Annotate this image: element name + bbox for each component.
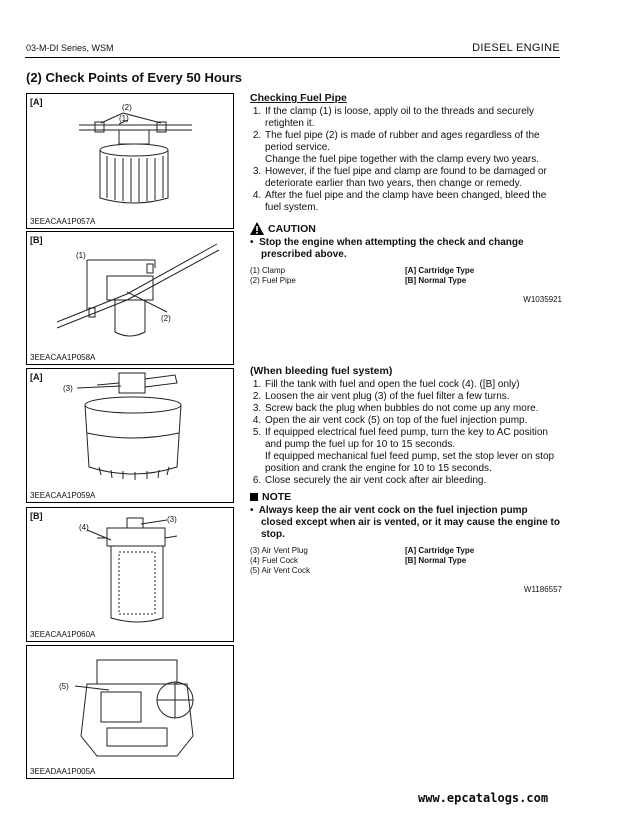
- section-code: W1035921: [523, 295, 562, 304]
- callout-label: (4): [79, 523, 89, 532]
- figure-fuel-pipe-normal: [26, 231, 234, 365]
- figure-tag: [A]: [30, 97, 43, 107]
- legend-item: (5) Air Vent Cock: [250, 566, 311, 575]
- list-item: 3. Screw back the plug when bubbles do not come up any more.: [264, 403, 562, 415]
- list-item: 6. Close securely the air vent cock after air bleeding.: [264, 475, 562, 487]
- figure-caption: 3EEADAA1P005A: [30, 767, 96, 776]
- engine-illustration: [27, 646, 233, 778]
- note-label: NOTE: [262, 491, 292, 503]
- caution-body: Stop the engine when attempting the check and change prescribed above.: [259, 237, 524, 260]
- legend-item: [B] Normal Type: [405, 556, 467, 565]
- caution-label: CAUTION: [268, 222, 316, 235]
- bleeding-heading: (When bleeding fuel system): [250, 365, 393, 377]
- note-square-icon: [250, 493, 258, 501]
- step-text-extra: Change the fuel pipe together with the clamp every two years.: [265, 154, 540, 165]
- legend-item: (1) Clamp: [250, 266, 286, 275]
- fuel-pipe-steps: [250, 106, 562, 214]
- legend-item: [A] Cartridge Type: [405, 546, 475, 555]
- step-text: If equipped electrical fuel feed pump, turn the key to AC position and pump the fuel up for 10 to 15 seconds.: [265, 427, 548, 450]
- step-text: The fuel pipe (2) is made of rubber and ages regardless of the period service.: [265, 130, 540, 153]
- fuel-pipe-legend: [250, 266, 562, 286]
- figure-caption: 3EEACAA1P060A: [30, 630, 96, 639]
- warning-triangle-icon: [250, 222, 264, 235]
- legend-item: [B] Normal Type: [405, 276, 467, 285]
- bleeding-section: [250, 365, 562, 596]
- list-item: 1. If the clamp (1) is loose, apply oil to the threads and securely retighten it.: [264, 106, 562, 130]
- fuel-pipe-heading: Checking Fuel Pipe: [250, 92, 347, 104]
- callout-label: (3): [167, 515, 177, 524]
- legend-item: [A] Cartridge Type: [405, 266, 475, 275]
- figure-caption: 3EEACAA1P058A: [30, 353, 96, 362]
- figure-caption: 3EEACAA1P057A: [30, 217, 96, 226]
- note-row: [250, 491, 562, 503]
- header-rule: [25, 57, 560, 58]
- figure-air-vent-cartridge: [26, 368, 234, 503]
- step-text-extra: If equipped mechanical fuel feed pump, set the stop lever on stop position and crank the engine for 10 to 15 seconds.: [265, 451, 555, 474]
- note-body: Always keep the air vent cock on the fuel injection pump closed except when air is vented, or it may cause the engine to stop.: [258, 505, 560, 540]
- callout-label: (1): [76, 251, 86, 260]
- legend-item: (3) Air Vent Plug: [250, 546, 308, 555]
- figure-fuel-pipe-cartridge: [26, 93, 234, 229]
- bleeding-steps: [250, 379, 562, 487]
- note-text: • Always keep the air vent cock on the fuel injection pump closed except when air is vented, or it may cause the engine to stop.: [250, 505, 560, 540]
- figure-caption: 3EEACAA1P059A: [30, 491, 96, 500]
- fuel-pipe-section: [250, 92, 562, 306]
- caution-row: [250, 222, 562, 235]
- list-item: 4. After the fuel pipe and the clamp have been changed, bleed the fuel system.: [264, 190, 562, 214]
- callout-label: (5): [59, 682, 69, 691]
- list-item: 2. Loosen the air vent plug (3) of the fuel filter a few turns.: [264, 391, 562, 403]
- list-item: [264, 427, 562, 475]
- figure-air-vent-normal: [26, 507, 234, 642]
- legend-item: (4) Fuel Cock: [250, 556, 299, 565]
- header-series: 03-M-DI Series, WSM: [26, 43, 114, 53]
- footer-url: www.epcatalogs.com: [418, 791, 549, 805]
- cartridge-filter-illustration: [27, 369, 233, 502]
- list-item: 4. Open the air vent cock (5) on top of the fuel injection pump.: [264, 415, 562, 427]
- header-chapter: DIESEL ENGINE: [472, 42, 560, 54]
- callout-label: (1): [119, 114, 129, 123]
- cartridge-filter-illustration: [27, 94, 233, 228]
- normal-filter-illustration: [27, 508, 233, 641]
- list-item: 1. Fill the tank with fuel and open the fuel cock (4). ([B] only): [264, 379, 562, 391]
- callout-label: (3): [63, 384, 73, 393]
- section-title: (2) Check Points of Every 50 Hours: [26, 70, 243, 85]
- normal-filter-illustration: [27, 232, 233, 364]
- list-item: 3. However, if the fuel pipe and clamp are found to be damaged or deteriorate earlier than two years, then change or remedy.: [264, 166, 562, 190]
- section-code: W1186557: [523, 585, 562, 594]
- callout-label: (2): [122, 103, 132, 112]
- list-item: [264, 130, 562, 166]
- caution-text: • Stop the engine when attempting the check and change prescribed above.: [250, 237, 524, 260]
- bleeding-legend: [250, 546, 562, 576]
- figure-tag: [B]: [30, 511, 43, 521]
- figure-tag: [A]: [30, 372, 43, 382]
- callout-label: (2): [161, 314, 171, 323]
- legend-item: (2) Fuel Pipe: [250, 276, 296, 285]
- figure-tag: [B]: [30, 235, 43, 245]
- figure-engine-air-vent-cock: [26, 645, 234, 779]
